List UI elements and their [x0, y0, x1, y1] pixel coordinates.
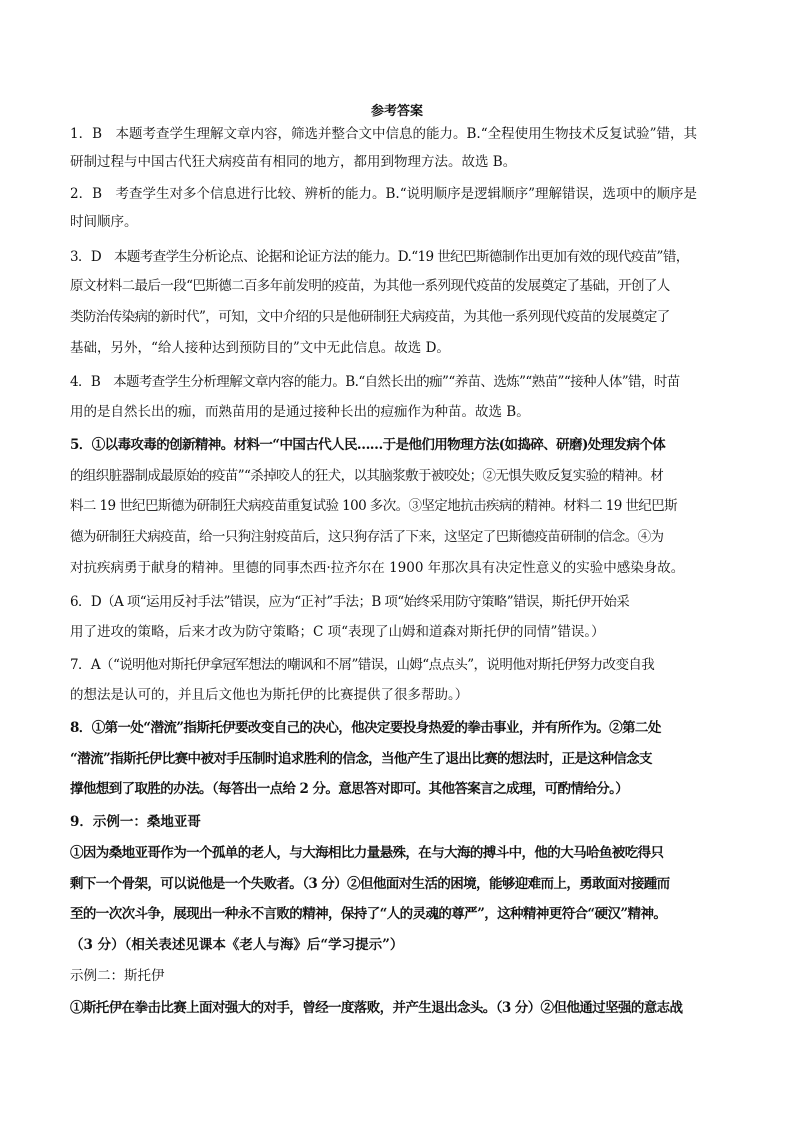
answer-line: 的组织脏器制成最原始的疫苗”“杀掉咬人的狂犬，以其脑浆敷于被咬处；②无惧失败反复实验的精神。材 — [70, 468, 664, 484]
answer-line: 6．D（A 项“运用反衬手法”错误，应为“正衬”手法；B 项“始终采用防守策略”错误，斯托伊开始采 — [70, 594, 630, 610]
answer-line: 对抗疾病勇于献身的精神。里德的同事杰西·拉齐尔在 1900 年那次具有决定性意义的实验中感染身故。 — [70, 560, 685, 576]
answer-line: 料二 19 世纪巴斯德为研制狂犬病疫苗重复试验 100 多次。③坚定地抗击疾病的精神。材料二 19 世纪巴斯 — [70, 498, 677, 514]
answer-line: 德为研制狂犬病疫苗，给一只狗注射疫苗后，这只狗存活了下来，这坚定了巴斯德疫苗研制的信念。④为 — [70, 529, 664, 545]
answer-line: 9．示例一：桑地亚哥 — [70, 814, 201, 830]
answer-line: 基础，另外，“给人接种达到预防目的”文中无此信息。故选 D。 — [70, 340, 450, 356]
answer-line: 时间顺序。 — [70, 214, 138, 230]
answer-line: 7．A（“说明他对斯托伊拿冠军想法的嘲讽和不屑”错误，山姆“点点头”，说明他对斯托伊努力改变自我 — [70, 657, 655, 673]
answer-line: 1．B 本题考查学生理解文章内容，筛选并整合文中信息的能力。B.“全程使用生物技术反复试验”错，其 — [70, 126, 698, 142]
answer-line: 示例二：斯托伊 — [70, 968, 165, 984]
answer-line: “潜流”指斯托伊比赛中被对手压制时追求胜利的信念，当他产生了退出比赛的想法时，正是这种信念支 — [70, 751, 652, 767]
answer-line: 4．B 本题考查学生分析理解文章内容的能力。B.“自然长出的痂”“养苗、选炼”“熟苗”“接种人体”错，时苗 — [70, 374, 680, 390]
answer-line: 用了进攻的策略，后来才改为防守策略；C 项“表现了山姆和道森对斯托伊的同情”错误。） — [70, 624, 605, 640]
answer-line: ①因为桑地亚哥作为一个孤单的老人，与大海相比力量悬殊，在与大海的搏斗中，他的大马哈鱼被吃得只 — [70, 845, 664, 861]
answer-line: 的想法是认可的，并且后文他也为斯托伊的比赛提供了很多帮助。） — [70, 687, 469, 703]
answer-line: 3．D 本题考查学生分析论点、论据和论证方法的能力。D.“19 世纪巴斯德制作出更加有效的现代疫苗”错， — [70, 249, 689, 265]
answer-line: 2．B 考查学生对多个信息进行比较、辨析的能力。B.“说明顺序是逻辑顺序”理解错误，选项中的顺序是 — [70, 186, 698, 202]
answer-line: 原文材料二最后一段“巴斯德二百多年前发明的疫苗，为其他一系列现代疫苗的发展奠定了基础，开创了人 — [70, 278, 670, 294]
answer-line: （3 分）（相关表述见课本《老人与海》后“学习提示”） — [70, 937, 404, 953]
answer-line: 用的是自然长出的痂，而熟苗用的是通过接种长出的痘痂作为种苗。故选 B。 — [70, 404, 530, 420]
answer-line: 至的一次次斗争，展现出一种永不言败的精神，保持了“人的灵魂的尊严”，这种精神更符合“硬汉”精神。 — [70, 906, 667, 922]
answer-line: 剩下一个骨架，可以说他是一个失败者。（3 分）②但他面对生活的困境，能够迎难而上，勇敢面对接踵而 — [70, 876, 670, 892]
answer-line: 撑他想到了取胜的办法。（每答出一点给 2 分。意思答对即可。其他答案言之成理，可酌情给分。） — [70, 781, 629, 797]
answer-line: 8．①第一处“潜流”指斯托伊要改变自己的决心，他决定要投身热爱的拳击事业，并有所作为。②第二处 — [70, 720, 661, 736]
answer-line: 类防治传染病的新时代”，可知，文中介绍的只是他研制狂犬病疫苗，为其他一系列现代疫苗的发展奠定了 — [70, 309, 670, 325]
answer-line: ①斯托伊在拳击比赛上面对强大的对手，曾经一度落败，并产生退出念头。（3 分）②但他通过坚强的意志战 — [70, 1000, 683, 1016]
answer-line: 5．①以毒攻毒的创新精神。材料一“中国古代人民……于是他们用物理方法(如捣碎、研磨)处理发病个体 — [70, 437, 666, 453]
answer-line: 研制过程与中国古代狂犬病疫苗有相同的地方，都用到物理方法。故选 B。 — [70, 154, 517, 170]
page-title: 参考答案 — [370, 104, 423, 119]
